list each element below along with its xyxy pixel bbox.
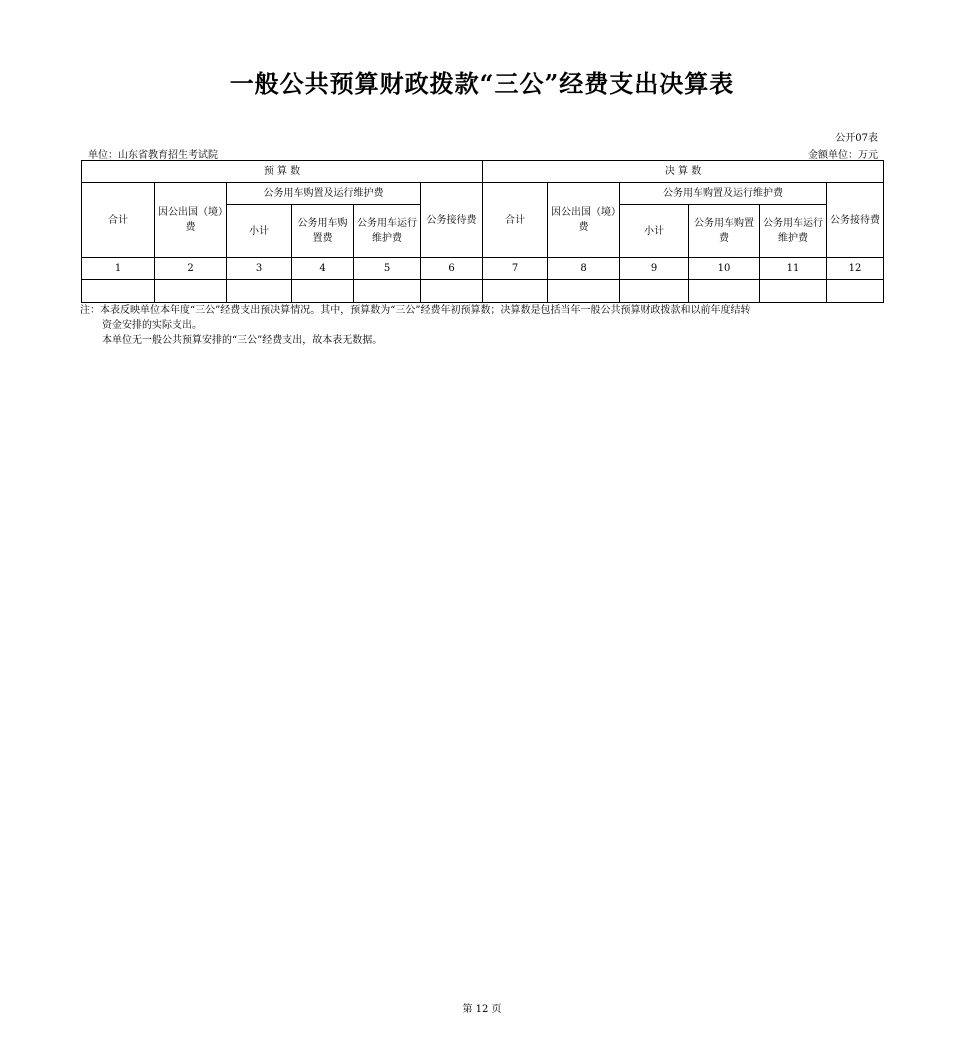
form-number: 公开07表 [835,133,878,144]
final-header: 决 算 数 [483,161,884,183]
data-cell [292,280,354,303]
final-reception-header: 公务接待费 [827,183,884,258]
column-number: 11 [760,258,827,280]
data-cell [155,280,227,303]
column-number-row [82,258,884,280]
data-cell [82,280,155,303]
page-title: 一般公共预算财政拨款“三公”经费支出决算表 [229,69,735,98]
amount-unit-label: 金额单位：万元 [808,150,878,161]
data-cell [483,280,548,303]
column-number: 5 [354,258,421,280]
note-line: 本单位无一般公共预算安排的“三公”经费支出，故本表无数据。 [102,335,383,346]
column-number: 3 [227,258,292,280]
unit-label: 单位：山东省教育招生考试院 [88,150,218,161]
final-vehicle-operation-header: 公务用车运行维护费 [760,205,827,258]
final-subtotal-header: 小计 [620,205,689,258]
budget-total-header: 合计 [82,183,155,258]
data-cell [354,280,421,303]
final-vehicle-group-header: 公务用车购置及运行维护费 [620,183,827,205]
column-number: 2 [155,258,227,280]
data-cell [227,280,292,303]
budget-reception-header: 公务接待费 [421,183,483,258]
column-number: 7 [483,258,548,280]
budget-subtotal-header: 小计 [227,205,292,258]
budget-vehicle-group-header: 公务用车购置及运行维护费 [227,183,421,205]
notes [80,303,886,348]
final-total-header: 合计 [483,183,548,258]
budget-header: 预 算 数 [82,161,483,183]
data-cell [421,280,483,303]
column-number: 4 [292,258,354,280]
column-number: 1 [82,258,155,280]
column-number: 9 [620,258,689,280]
data-cell [689,280,760,303]
unit-line [88,146,878,161]
final-vehicle-purchase-header: 公务用车购置费 [689,205,760,258]
note-line: 注：本表反映单位本年度“三公”经费支出预决算情况。其中，预算数为“三公”经费年初预算数；决算数是包括当年一般公共预算财政拨款和以前年度结转 [80,305,751,316]
budget-vehicle-purchase-header: 公务用车购置费 [292,205,354,258]
page-number: 第 12 页 [462,1004,502,1015]
data-cell [548,280,620,303]
column-number: 12 [827,258,884,280]
data-cell [760,280,827,303]
budget-abroad-header: 因公出国（境）费 [155,183,227,258]
column-number: 10 [689,258,760,280]
column-number: 6 [421,258,483,280]
expenditure-table [81,160,884,303]
note-line: 资金安排的实际支出。 [102,320,202,331]
data-cell [827,280,884,303]
column-number: 8 [548,258,620,280]
budget-vehicle-operation-header: 公务用车运行维护费 [354,205,421,258]
data-row [82,280,884,303]
data-cell [620,280,689,303]
final-abroad-header: 因公出国（境）费 [548,183,620,258]
